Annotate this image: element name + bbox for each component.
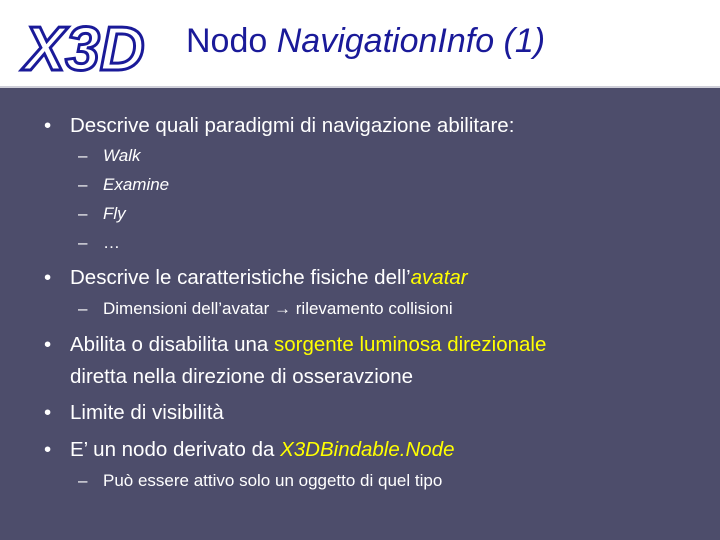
subitem-single-active: Può essere attivo solo un oggetto di quel tipo <box>103 471 443 490</box>
subitem-fly: Fly <box>103 204 126 223</box>
subitem-ellipsis: … <box>103 233 120 252</box>
dash-marker: – <box>78 471 88 490</box>
arrow-right-icon: → <box>274 299 292 318</box>
bullet-bindable-node: E’ un nodo derivato da X3DBindable.Node <box>70 438 455 461</box>
svg-text:X3D: X3D <box>24 15 145 84</box>
bullet-headlight: Abilita o disabilita una sorgente luminosa direzionale <box>70 333 547 356</box>
subitem-walk: Walk <box>103 146 141 165</box>
subitem-avatar-collision: Dimensioni dell’avatar → rilevamento collisioni <box>103 299 453 318</box>
bullet-headlight-line2: diretta nella direzione di osseravzione <box>70 365 414 388</box>
subitem-examine: Examine <box>103 175 170 194</box>
dash-marker: – <box>78 233 88 252</box>
highlight-avatar: avatar <box>410 266 468 289</box>
bullet-marker: • <box>44 333 52 356</box>
dash-marker: – <box>78 146 88 165</box>
highlight-bindable-node: X3DBindable.Node <box>280 438 455 461</box>
dash-marker: – <box>78 204 88 223</box>
bullet-marker: • <box>44 266 52 289</box>
bullet-marker: • <box>44 438 52 461</box>
slide-title: Nodo NavigationInfo (1) <box>186 22 546 60</box>
bullet-navigation-paradigms: Descrive quali paradigmi di navigazione abilitare: <box>70 114 515 137</box>
dash-marker: – <box>78 299 88 318</box>
dash-marker: – <box>78 175 88 194</box>
bullet-visibility-limit: Limite di visibilità <box>70 401 224 424</box>
bullet-marker: • <box>44 114 52 137</box>
bullet-avatar: Descrive le caratteristiche fisiche dell’avatar <box>70 266 468 289</box>
highlight-directional-light: sorgente luminosa direzionale <box>274 333 547 356</box>
bullet-marker: • <box>44 401 52 424</box>
